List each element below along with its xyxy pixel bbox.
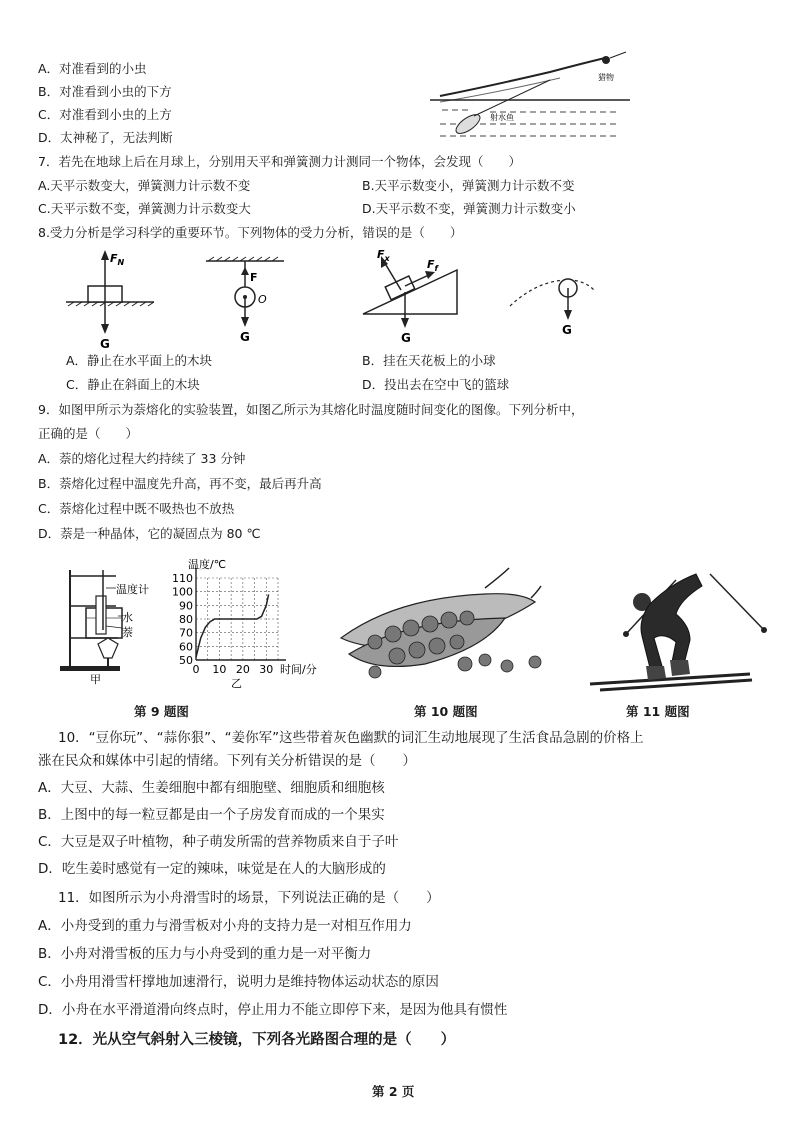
q9-stem-line1: 9．如图甲所示为萘熔化的实验装置，如图乙所示为其熔化时温度随时间变化的图像。下列分析中， <box>38 402 584 417</box>
prey-label: 猎物 <box>598 73 614 82</box>
svg-text:Fx <box>377 248 391 263</box>
q8-option-c: C．静止在斜面上的木块 <box>66 377 200 392</box>
q11-option-c: C．小舟用滑雪杆撑地加速滑行，说明力是维持物体运动状态的原因 <box>38 974 439 990</box>
ff-label: F <box>427 258 435 271</box>
fish-label: 射水鱼 <box>490 113 514 122</box>
g-label-a: G <box>100 337 110 351</box>
o-label: O <box>258 293 267 306</box>
chart-ylabel: 温度/℃ <box>188 558 227 571</box>
q10-option-c: C．大豆是双子叶植物，种子萌发所需的营养物质来自于子叶 <box>38 834 399 850</box>
incline-icon <box>363 270 457 314</box>
svg-text:Ff <box>427 258 440 273</box>
f-label-b: F <box>250 271 258 284</box>
fn-subscript: N <box>117 258 125 267</box>
apparatus-figure <box>56 566 166 686</box>
chart-y-tick-label: 100 <box>172 585 193 599</box>
chart-y-tick-label: 110 <box>172 572 193 585</box>
q7-stem: 7．若先在地球上后在月球上，分别用天平和弹簧测力计测同一个物体，会发现（ ） <box>38 154 521 169</box>
force-diagram-d <box>508 262 598 342</box>
q6-option-b: B．对准看到小虫的下方 <box>38 84 172 99</box>
chart-y-tick-label: 70 <box>179 626 193 640</box>
chart-xlabel: 时间/分 <box>280 663 317 676</box>
skier-figure <box>580 560 770 695</box>
q10-stem-line2: 涨在民众和媒体中引起的情绪。下列有关分析错误的是（ ） <box>38 753 416 769</box>
force-diagram-b <box>200 255 290 345</box>
q9-option-c: C．萘熔化过程中既不吸热也不放热 <box>38 501 235 516</box>
jia-label: 甲 <box>90 673 101 686</box>
melting-curve-chart <box>168 560 348 690</box>
force-diagram-c <box>355 246 465 346</box>
q11-option-b: B．小舟对滑雪板的压力与小舟受到的重力是一对平衡力 <box>38 946 372 962</box>
chart-series-line <box>196 594 269 657</box>
q6-option-c: C．对准看到小虫的上方 <box>38 107 172 122</box>
fx-label: F <box>377 248 385 261</box>
burner-icon <box>98 638 118 658</box>
chart-y-tick-label: 90 <box>179 599 193 613</box>
q6-option-a: A．对准看到的小虫 <box>38 61 147 76</box>
svg-text:FN <box>110 252 125 267</box>
q12-stem: 12．光从空气斜射入三棱镜，下列各光路图合理的是（ ） <box>58 1032 456 1048</box>
q6-option-d: D．太神秘了，无法判断 <box>38 130 173 145</box>
prey-insect-icon <box>602 56 610 64</box>
q7-option-a: A.天平示数变大，弹簧测力计示数不变 <box>38 178 251 193</box>
q11-option-d: D．小舟在水平滑道滑向终点时，停止用力不能立即停下来，是因为他具有惯性 <box>38 1002 508 1018</box>
skier-body <box>641 574 702 668</box>
q10-option-a: A．大豆、大蒜、生姜细胞中都有细胞壁、细胞质和细胞核 <box>38 780 385 796</box>
pea-pods-figure <box>335 568 545 688</box>
chart-y-tick-label: 60 <box>179 640 193 654</box>
thermometer-label: 温度计 <box>116 583 149 596</box>
q11-option-a: A．小舟受到的重力与滑雪板对小舟的支持力是一对相互作用力 <box>38 918 412 934</box>
water-label: 水 <box>122 611 133 624</box>
caption-fig9: 第 9 题图 <box>134 704 189 719</box>
q10-option-d: D．吃生姜时感觉有一定的辣味，味觉是在人的大脑形成的 <box>38 861 386 877</box>
caption-fig11: 第 11 题图 <box>626 704 690 719</box>
chart-x-tick-label: 20 <box>235 663 250 676</box>
force-diagram-a <box>60 248 160 351</box>
fx-subscript: x <box>384 254 390 263</box>
chart-x-tick-label: 0 <box>192 663 200 676</box>
q7-option-d: D.天平示数不变，弹簧测力计示数变小 <box>362 201 576 216</box>
q9-option-d: D．萘是一种晶体，它的凝固点为 80 ℃ <box>38 526 261 541</box>
q7-option-b: B.天平示数变小，弹簧测力计示数不变 <box>362 178 575 193</box>
ff-subscript: f <box>434 264 438 273</box>
chart-x-tick-label: 10 <box>212 663 227 676</box>
trajectory-path <box>510 280 594 306</box>
q9-option-a: A．萘的熔化过程大约持续了 33 分钟 <box>38 451 246 466</box>
q8-option-d: D．投出去在空中飞的篮球 <box>362 377 510 392</box>
naphthalene-label: 萘 <box>122 626 133 639</box>
fish-icon <box>453 111 483 137</box>
q8-option-b: B．挂在天花板上的小球 <box>362 353 496 368</box>
q7-option-c: C.天平示数不变，弹簧测力计示数变大 <box>38 201 251 216</box>
q8-option-a: A．静止在水平面上的木块 <box>66 353 213 368</box>
ski-pole-right <box>710 574 764 630</box>
caption-fig10: 第 10 题图 <box>414 704 478 719</box>
q10-stem-line1: 10．“豆你玩”、“蒜你狠”、“姜你军”这些带着灰色幽默的词汇生动地展现了生活食品急剧的价格上 <box>58 730 644 746</box>
q11-stem: 11．如图所示为小舟滑雪时的场景，下列说法正确的是（ ） <box>58 890 440 906</box>
chart-caption: 乙 <box>231 677 242 690</box>
chart-x-tick-label: 30 <box>259 663 274 676</box>
test-tube-icon <box>96 596 106 634</box>
q8-stem: 8.受力分析是学习科学的重要环节。下列物体的受力分析，错误的是（ ） <box>38 225 463 240</box>
fn-label: F <box>110 252 118 265</box>
q9-option-b: B．萘熔化过程中温度先升高，再不变，最后再升高 <box>38 476 322 491</box>
q10-option-b: B．上图中的每一粒豆都是由一个子房发育而成的一个果实 <box>38 807 385 823</box>
g-label-d: G <box>562 323 572 337</box>
g-label-b: G <box>240 330 250 344</box>
g-label-c: G <box>401 331 411 345</box>
chart-y-tick-label: 50 <box>179 654 193 667</box>
chart-y-tick-label: 80 <box>179 613 193 626</box>
page-number: 第 2 页 <box>372 1084 415 1099</box>
q9-stem-line2: 正确的是（ ） <box>38 426 139 441</box>
archer-fish-figure <box>430 50 630 150</box>
